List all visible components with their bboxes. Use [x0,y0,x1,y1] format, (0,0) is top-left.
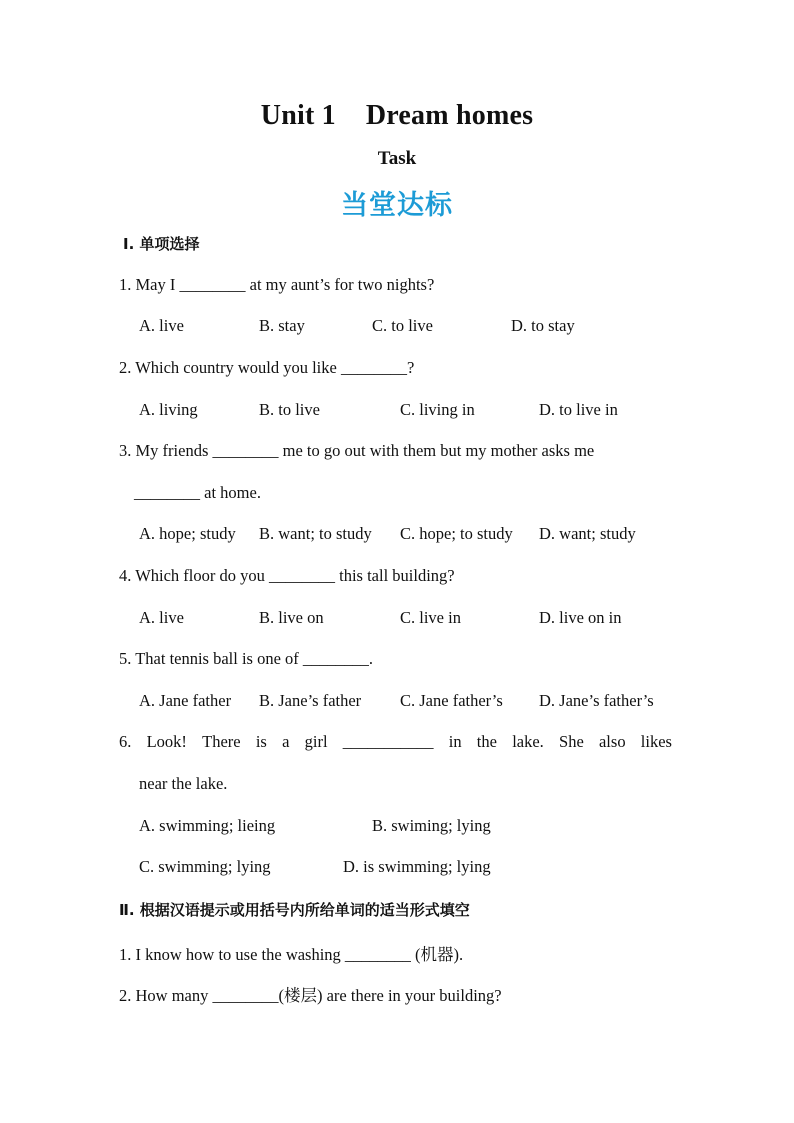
q6-word: a [282,732,290,751]
q1-option-d: D. to stay [511,316,575,335]
q6-blank: ___________ [342,732,434,751]
fill-item-2: 2. How many ________(楼层) are there in your building? [119,986,502,1005]
q1-option-c: C. to live [372,316,433,335]
q3-option-d: D. want; study [539,524,636,543]
q2-option-d: D. to live in [539,400,618,419]
q6-option-d: D. is swimming; lying [343,857,491,876]
q6-word: the [476,732,497,751]
section2-title: Ⅱ. 根据汉语提示或用括号内所给单词的适当形式填空 [119,901,470,919]
q3-option-c: C. hope; to study [400,524,513,543]
q6-word: She [559,732,584,751]
q6-word: likes [640,732,672,751]
q4-option-a: A. live [139,608,184,627]
q6-option-a: A. swimming; lieing [139,816,276,835]
lesson-subtitle: Task [377,148,417,169]
question-5-stem: 5. That tennis ball is one of ________. [119,649,374,668]
question-3-stem-cont: ________ at home. [134,483,261,502]
q6-word: Look! [146,732,187,751]
q3-option-b: B. want; to study [259,524,372,543]
fill-item-1: 1. I know how to use the washing ________ (机器). [119,945,464,964]
q6-word: in [448,732,462,751]
question-4-stem: 4. Which floor do you ________ this tall building? [119,566,455,585]
q2-option-b: B. to live [259,400,320,419]
unit-name: Dream homes [365,100,534,131]
q3-option-a: A. hope; study [139,524,236,543]
question-2-stem: 2. Which country would you like ________? [119,358,415,377]
q5-option-b: B. Jane’s father [259,691,362,710]
q4-option-d: D. live on in [539,608,622,627]
q5-option-d: D. Jane’s father’s [539,691,654,710]
unit-title [0,100,794,132]
q6-word: also [598,732,626,751]
unit-number: Unit 1 [260,100,336,131]
q2-option-a: A. living [139,400,198,419]
q2-option-c: C. living in [400,400,475,419]
q6-word: lake. [512,732,544,751]
q6-option-c: C. swimming; lying [139,857,271,876]
question-6-stem-cont: near the lake. [139,774,228,793]
question-6-stem [119,732,672,752]
q6-option-b: B. swiming; lying [372,816,491,835]
q4-option-b: B. live on [259,608,324,627]
q4-option-c: C. live in [400,608,461,627]
q6-word: is [255,732,267,751]
question-1-stem: 1. May I ________ at my aunt’s for two nights? [119,275,435,294]
section1-title: Ⅰ. 单项选择 [123,235,200,253]
q1-option-a: A. live [139,316,184,335]
question-3-stem: 3. My friends ________ me to go out with them but my mother asks me [119,441,595,460]
q1-option-b: B. stay [259,316,305,335]
q6-word: There [202,732,241,751]
q6-word: girl [304,732,328,751]
q6-word: 6. [119,732,132,751]
section-heading: 当堂达标 [341,190,453,221]
q5-option-a: A. Jane father [139,691,232,710]
q5-option-c: C. Jane father’s [400,691,503,710]
